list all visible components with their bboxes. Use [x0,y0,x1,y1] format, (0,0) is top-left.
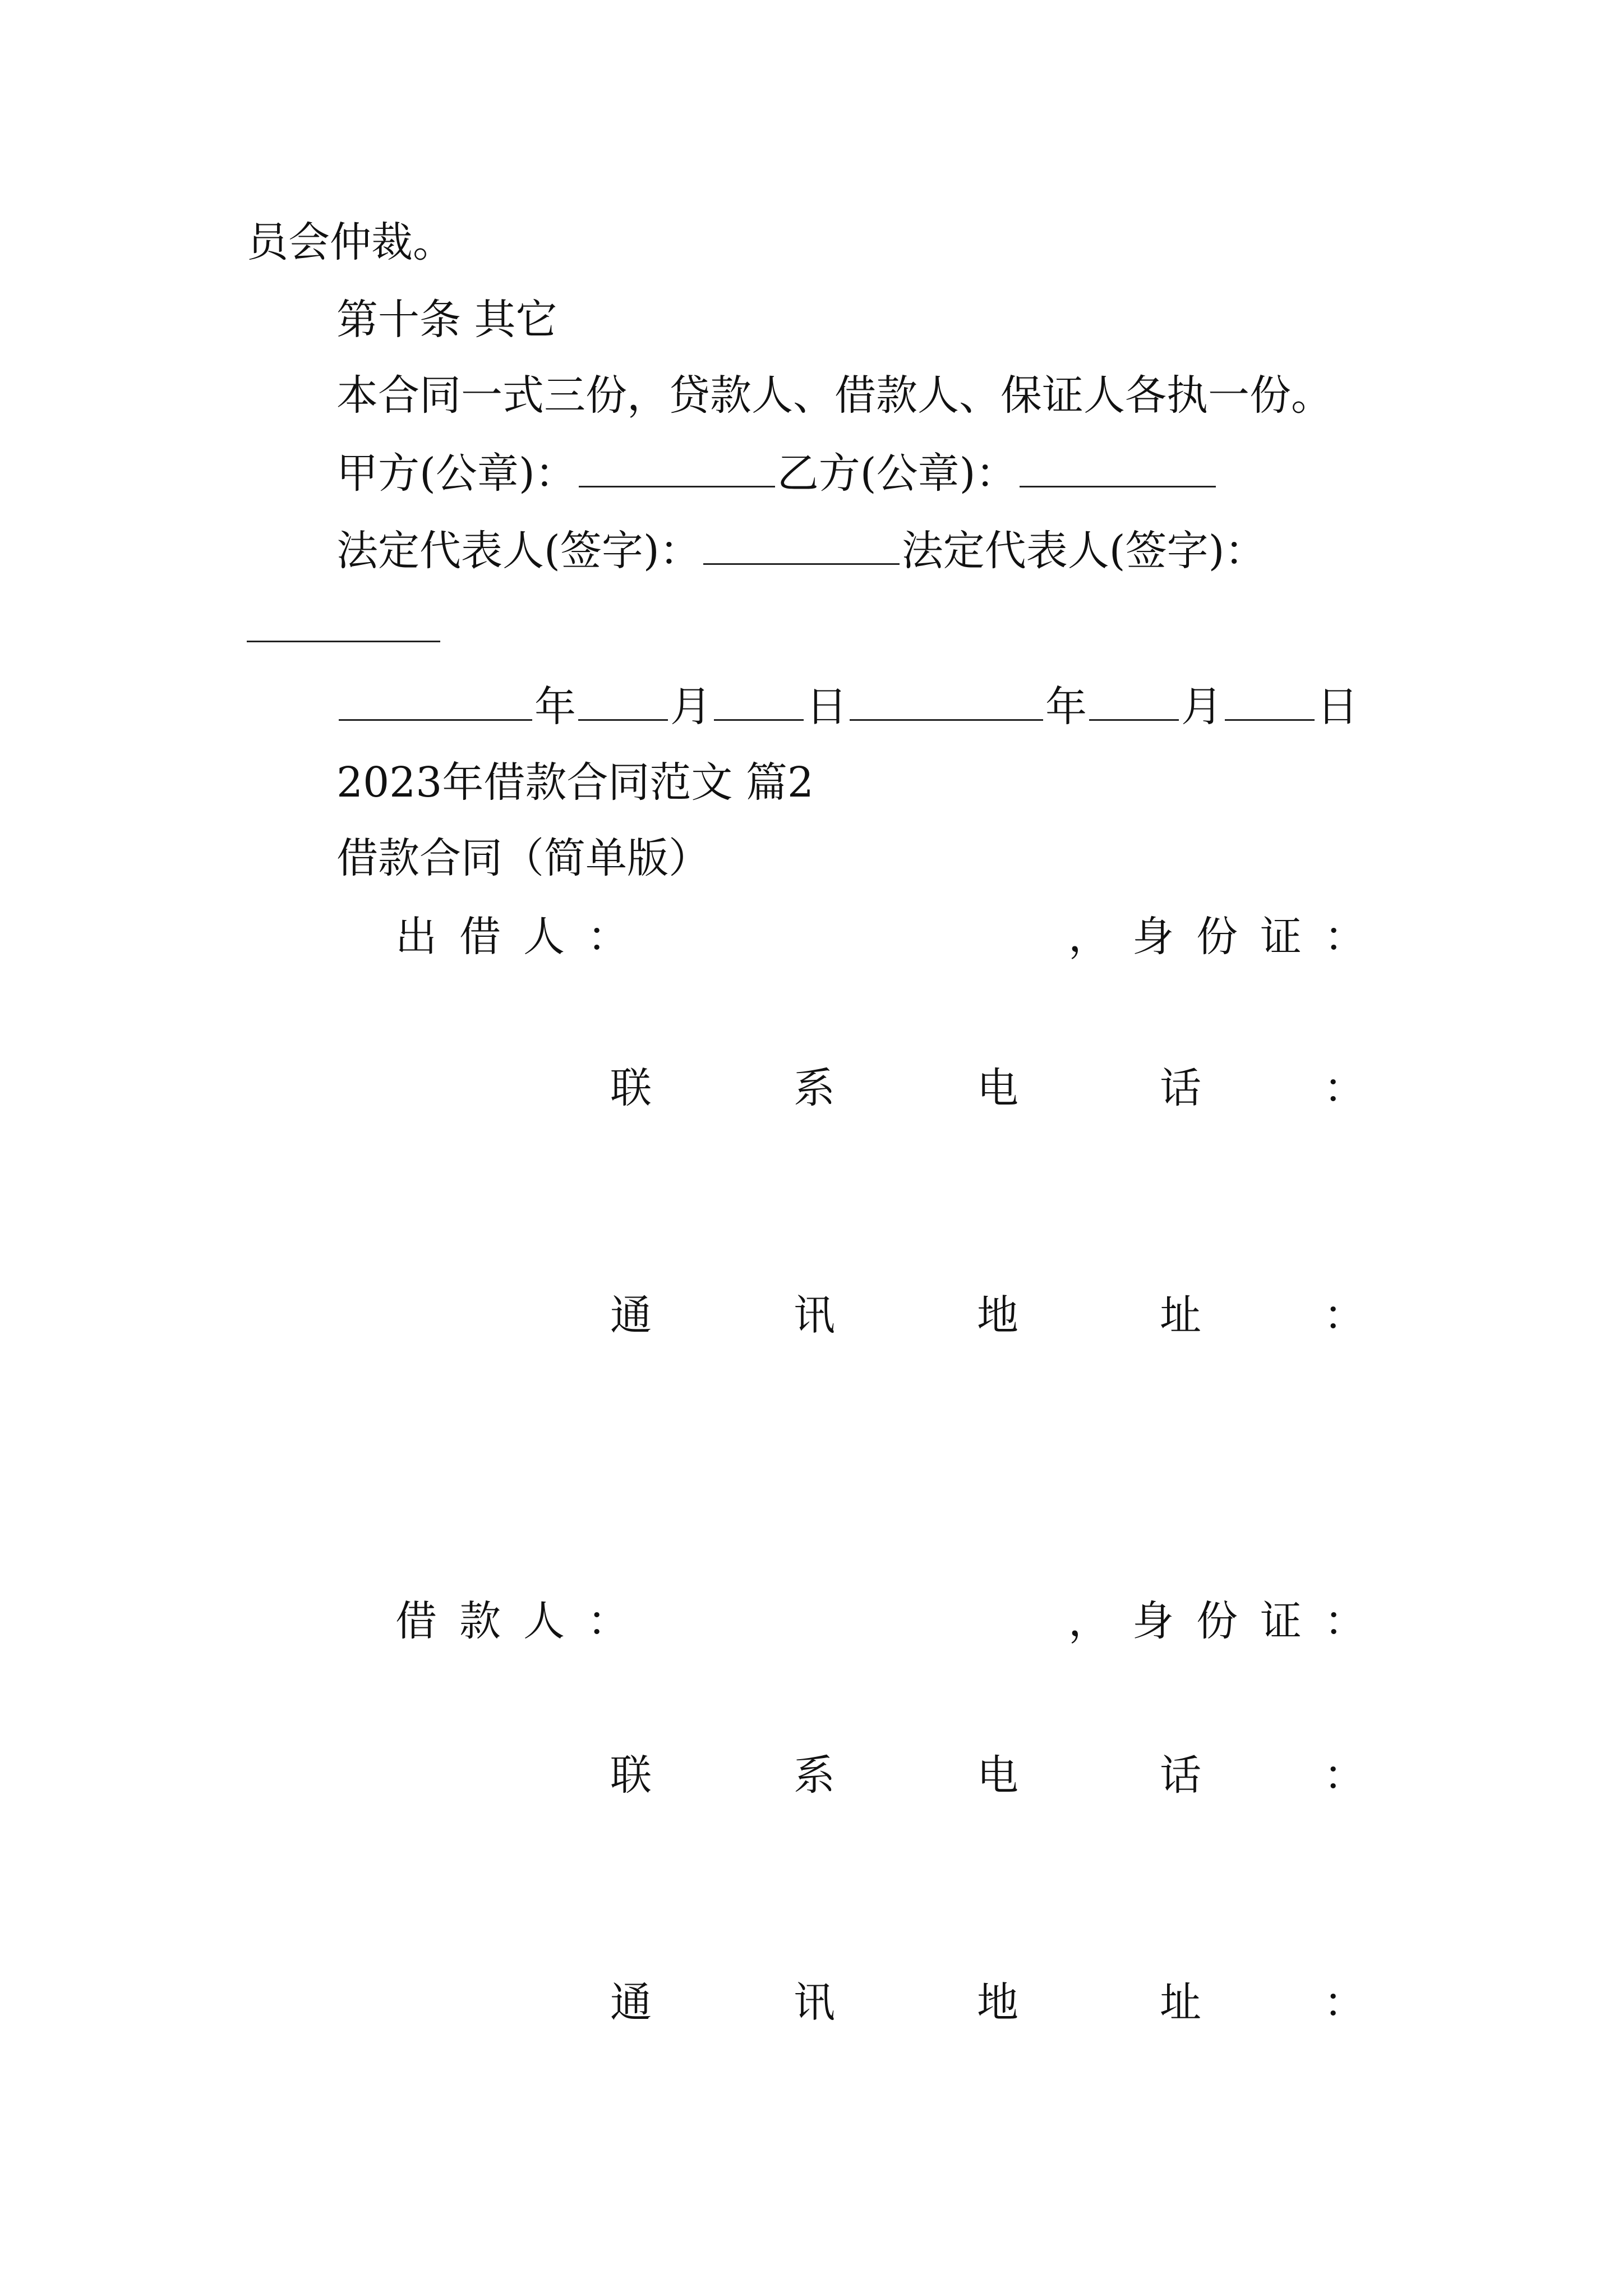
date-line [336,678,1358,735]
borrower-id-label: ，身份证： [1068,1597,1388,1645]
lender-address-char: ： [1324,1291,1365,1340]
borrower-phone-char: 联 [610,1751,652,1800]
lender-phone-char: 话 [1160,1064,1201,1112]
article-body: 本合同一式三份，贷款人、借款人、保证人各执一份。 [336,371,1332,420]
legal-rep-a-blank [703,522,900,565]
borrower-phone-char: ： [1324,1751,1365,1800]
borrower-address-char: 通 [610,1978,652,2027]
section-heading: 2023年借款合同范文 篇2 [336,758,814,807]
legal-rep-b-label: 法定代表人(签字)： [901,527,1266,575]
borrower-phone-char: 话 [1160,1751,1201,1800]
article-title: 第十条 其它 [336,296,557,344]
date-a-day-blank [714,678,804,721]
legal-rep-a-label: 法定代表人(签字)： [336,527,701,575]
party-b-seal-label: 乙方(公章)： [777,449,1017,498]
borrower-address-char: 址 [1160,1978,1201,2027]
party-b-seal-blank [1020,444,1216,487]
lender-phone-char: 电 [977,1064,1018,1112]
legal-rep-b-blank [247,641,440,642]
lender-address-char: 地 [977,1291,1018,1340]
lender-phone-char: ： [1324,1064,1365,1112]
date-b-year: 年 [1045,683,1087,731]
date-b-day-blank [1225,678,1315,721]
date-b-day: 日 [1317,683,1358,731]
borrower-address-char: ： [1324,1978,1365,2027]
continued-text: 员会仲裁。 [247,218,454,266]
lender-address-char: 通 [610,1291,652,1340]
lender-address-char: 讯 [794,1291,835,1340]
borrower-address-char: 讯 [794,1978,835,2027]
party-a-seal-blank [579,444,775,487]
date-b-month-blank [1089,678,1179,721]
lender-phone-char: 系 [794,1064,835,1112]
seal-line [336,444,1218,501]
lender-phone-char: 联 [610,1064,652,1112]
borrower-label: 借款人： [395,1597,651,1645]
lender-address-char: 址 [1160,1291,1201,1340]
date-a-year-blank [339,678,532,721]
date-a-year: 年 [534,683,576,731]
date-a-month: 月 [670,683,712,731]
legal-rep-line [336,522,1266,579]
lender-label: 出借人： [395,913,651,961]
lender-id-label: ，身份证： [1068,913,1388,961]
section-subheading: 借款合同（简单版） [336,834,710,882]
date-b-month: 月 [1181,683,1223,731]
date-a-month-blank [578,678,668,721]
party-a-seal-label: 甲方(公章)： [336,449,577,498]
date-b-year-blank [850,678,1043,721]
borrower-address-char: 地 [977,1978,1018,2027]
borrower-phone-char: 系 [794,1751,835,1800]
borrower-phone-char: 电 [977,1751,1018,1800]
date-a-day: 日 [806,683,847,731]
